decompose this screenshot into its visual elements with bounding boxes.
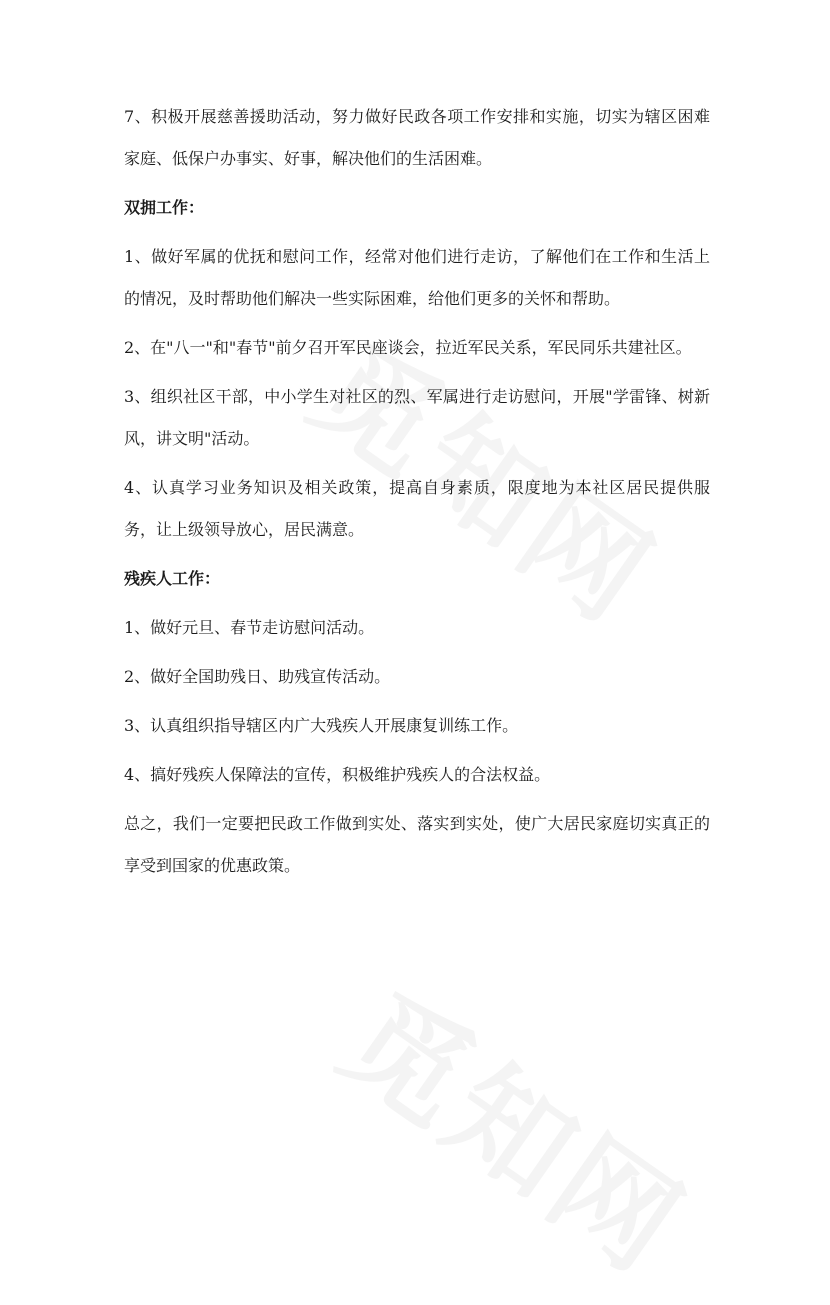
paragraph-community-visits: 3、组织社区干部，中小学生对社区的烈、军属进行走访慰问，开展"学雷锋、树新风，讲文明"活动。 [124, 387, 710, 448]
paragraph-protection-law: 4、搞好残疾人保障法的宣传，积极维护残疾人的合法权益。 [124, 765, 551, 784]
document-body [124, 96, 710, 894]
paragraph-holiday-visits: 1、做好元旦、春节走访慰问活动。 [124, 618, 375, 637]
paragraph-study-policy: 4、认真学习业务知识及相关政策，提高自身素质，限度地为本社区居民提供服务，让上级领导放心，居民满意。 [124, 478, 710, 539]
paragraph-summary: 总之，我们一定要把民政工作做到实处、落实到实处，使广大居民家庭切实真正的享受到国家的优惠政策。 [124, 814, 710, 875]
watermark [315, 947, 723, 1305]
section-heading-shuangyong: 双拥工作： [124, 198, 205, 217]
paragraph-military-civilian-forum: 2、在"八一"和"春节"前夕召开军民座谈会，拉近军民关系，军民同乐共建社区。 [124, 338, 692, 357]
paragraph-military-family-care: 1、做好军属的优抚和慰问工作，经常对他们进行走访，了解他们在工作和生活上的情况，及时帮助他们解决一些实际困难，给他们更多的关怀和帮助。 [124, 247, 710, 308]
paragraph-charity: 7、积极开展慈善援助活动，努力做好民政各项工作安排和实施，切实为辖区困难家庭、低保户办事实、好事，解决他们的生活困难。 [124, 107, 710, 168]
paragraph-rehabilitation: 3、认真组织指导辖区内广大残疾人开展康复训练工作。 [124, 716, 519, 735]
section-heading-disabled: 残疾人工作： [124, 569, 221, 588]
paragraph-disability-day: 2、做好全国助残日、助残宣传活动。 [124, 667, 391, 686]
